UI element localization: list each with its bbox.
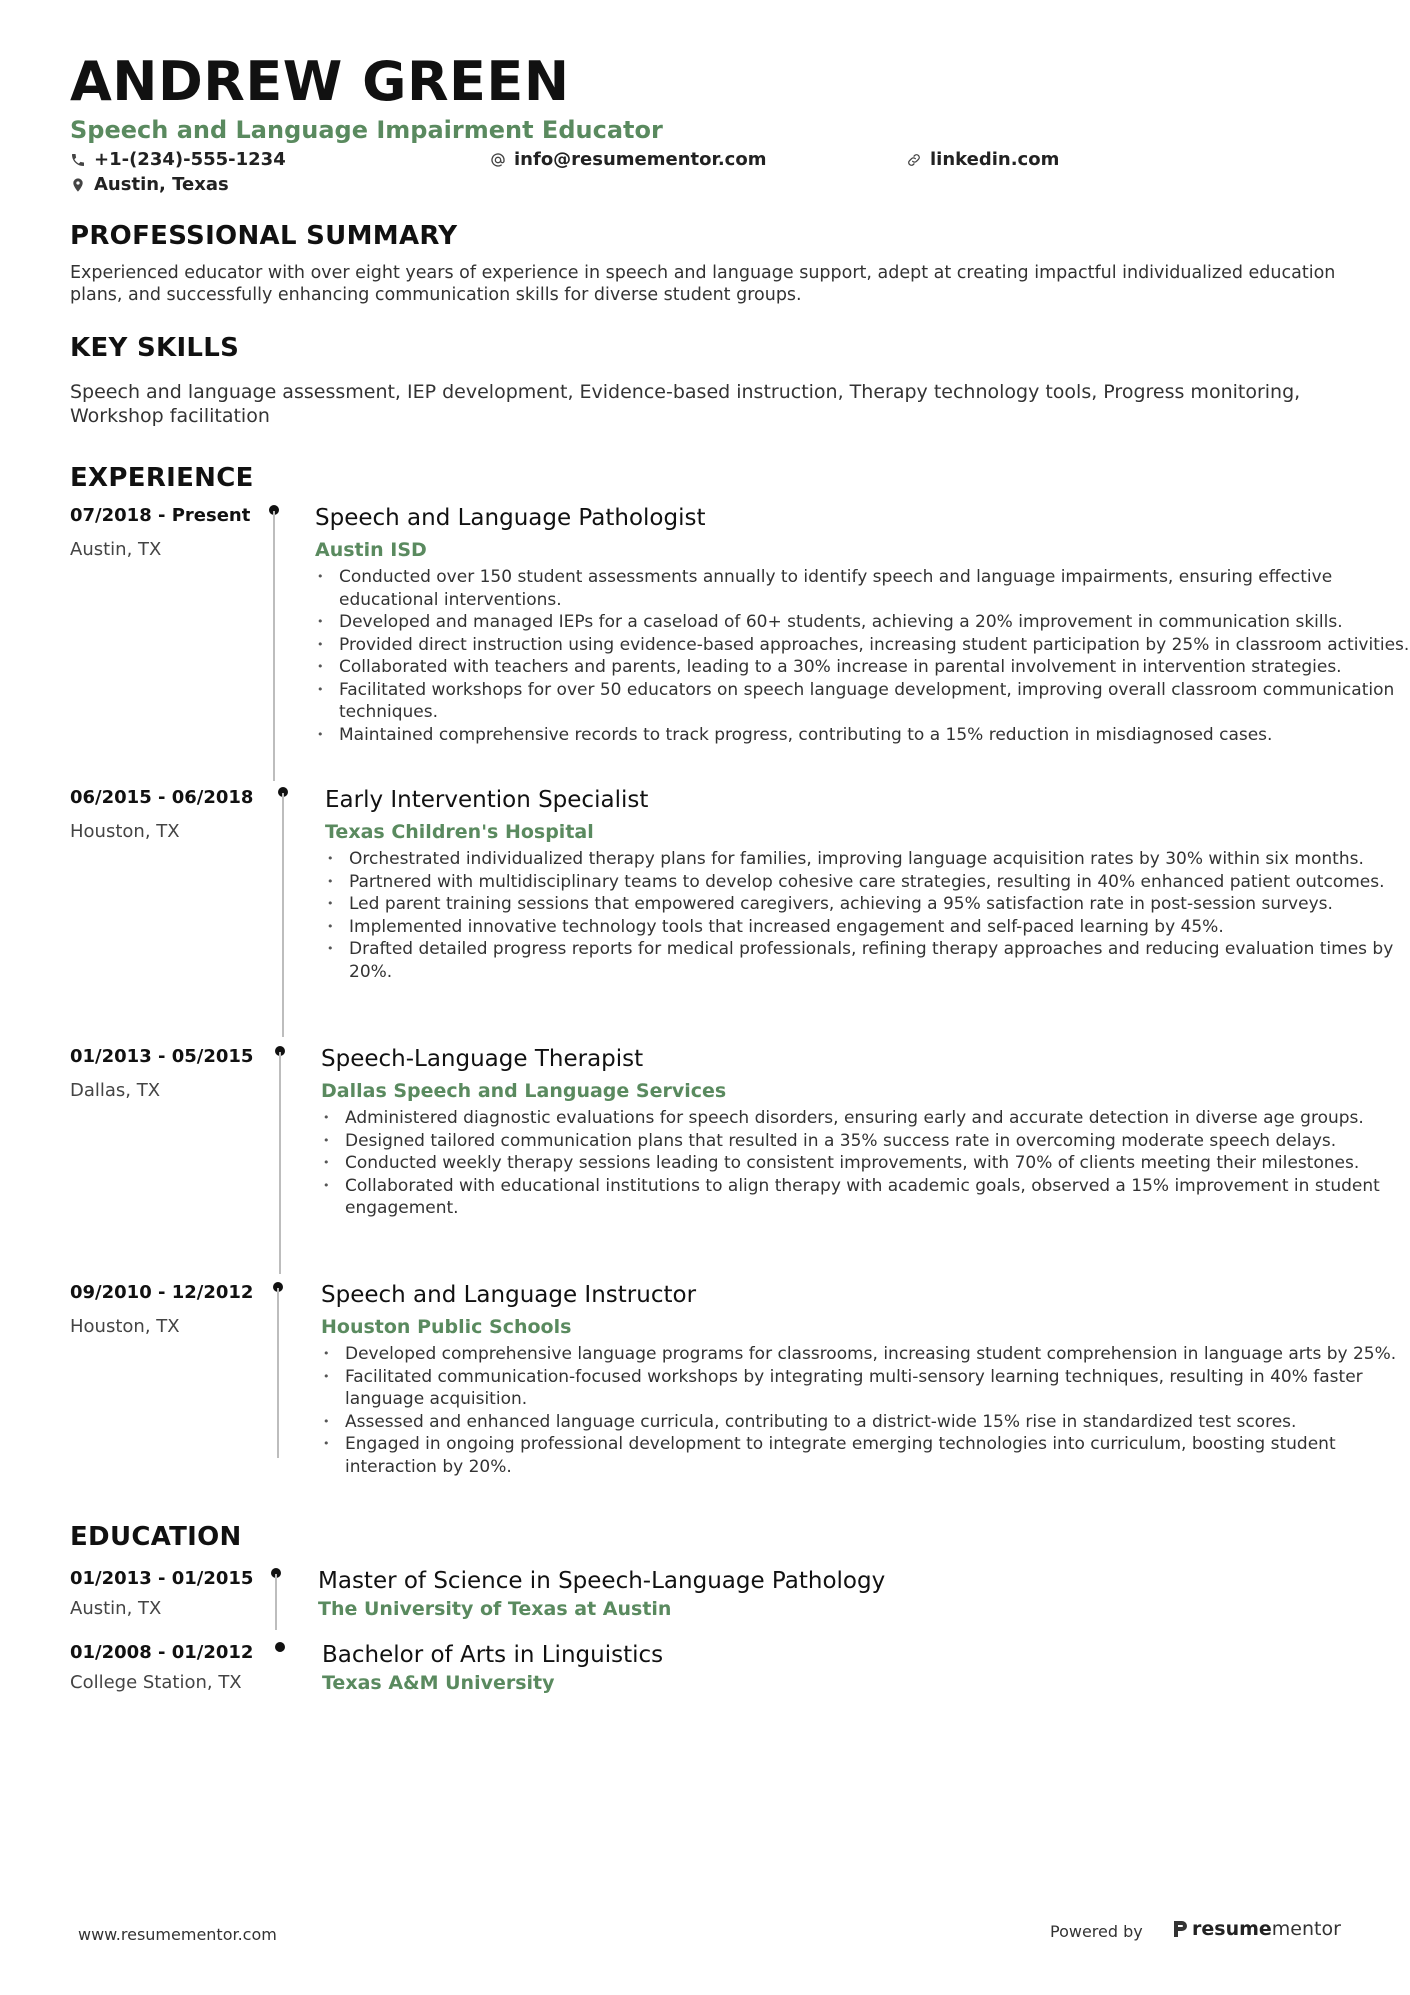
timeline-line <box>282 793 284 1037</box>
entry-dates: 01/2013 - 05/2015 <box>70 1046 254 1067</box>
entry-role: Speech and Language Instructor <box>321 1282 697 1308</box>
candidate-headline: Speech and Language Impairment Educator <box>70 116 663 144</box>
list-item: • Conducted over 150 student assessments annually to identify speech and language impairments, ensuring effective educational interventions. <box>315 566 1410 611</box>
list-item: • Facilitated communication-focused workshops by integrating multi-sensory learning techniques, resulting in 40% faster language acquisition. <box>321 1366 1410 1411</box>
contact-linkedin <box>906 149 1059 170</box>
skills-text: Speech and language assessment, IEP development, Evidence-based instruction, Therapy technology tools, Progress monitoring, Workshop facilitation <box>70 381 1301 427</box>
contact-email <box>490 149 766 170</box>
entry-location: Houston, TX <box>70 821 180 842</box>
entry-degree: Bachelor of Arts in Linguistics <box>322 1642 664 1668</box>
list-item: • Conducted weekly therapy sessions leading to consistent improvements, with 70% of clients meeting their milestones. <box>321 1152 1410 1175</box>
summary-text: Experienced educator with over eight years of experience in speech and language support, adept at creating impactful individualized education plans, and successfully enhancing communication skills for diverse student groups. <box>70 263 1336 305</box>
entry-org: Dallas Speech and Language Services <box>321 1080 727 1102</box>
phone-icon <box>70 152 86 168</box>
linkedin-text[interactable]: linkedin.com <box>930 149 1060 170</box>
entry-org: Houston Public Schools <box>321 1316 572 1338</box>
entry-location: Houston, TX <box>70 1316 180 1337</box>
brand-bold: resume <box>1192 1918 1272 1940</box>
summary-heading: PROFESSIONAL SUMMARY <box>70 221 458 251</box>
entry-school: Texas A&M University <box>322 1672 555 1694</box>
candidate-name: ANDREW GREEN <box>70 50 570 113</box>
entry-bullets <box>321 1343 1410 1478</box>
timeline-dot <box>275 1642 285 1652</box>
entry-dates: 01/2008 - 01/2012 <box>70 1642 254 1663</box>
footer-website[interactable]: www.resumementor.com <box>78 1925 277 1944</box>
list-item: • Administered diagnostic evaluations for speech disorders, ensuring early and accurate detection in diverse age groups. <box>321 1107 1410 1130</box>
entry-role: Speech-Language Therapist <box>321 1046 644 1072</box>
education-entry <box>70 1568 1360 1633</box>
list-item: • Assessed and enhanced language curricula, contributing to a district-wide 15% rise in standardized test scores. <box>321 1411 1410 1434</box>
entry-role: Speech and Language Pathologist <box>315 505 706 531</box>
list-item: • Facilitated workshops for over 50 educators on speech language development, improving overall classroom communication techniques. <box>315 679 1410 724</box>
experience-entry <box>70 1282 1397 1502</box>
entry-org: Austin ISD <box>315 539 427 561</box>
entry-bullets <box>325 848 1410 983</box>
footer-powered-by: Powered by <box>1050 1922 1143 1941</box>
entry-location: College Station, TX <box>70 1672 242 1693</box>
at-icon <box>490 152 506 168</box>
entry-location: Austin, TX <box>70 539 162 560</box>
list-item: • Orchestrated individualized therapy plans for families, improving language acquisition rates by 30% within six months. <box>325 848 1410 871</box>
phone-text[interactable]: +1-(234)-555-1234 <box>94 149 286 170</box>
timeline-line <box>275 1574 277 1630</box>
list-item: • Led parent training sessions that empowered caregivers, achieving a 95% satisfaction rate in post-session surveys. <box>325 893 1410 916</box>
location-pin-icon <box>70 177 86 193</box>
entry-dates: 09/2010 - 12/2012 <box>70 1282 254 1303</box>
email-text[interactable]: info@resumementor.com <box>514 149 767 170</box>
entry-bullets <box>321 1107 1410 1220</box>
footer-brand-logo[interactable] <box>1172 1918 1341 1940</box>
experience-entry <box>70 1046 1380 1271</box>
location-text: Austin, Texas <box>94 174 229 195</box>
list-item: • Implemented innovative technology tools that increased engagement and self-paced learning by 45%. <box>325 916 1410 939</box>
experience-heading: EXPERIENCE <box>70 463 254 493</box>
experience-entry <box>70 505 1410 780</box>
resumementor-logo-icon <box>1172 1919 1188 1939</box>
list-item: • Maintained comprehensive records to track progress, contributing to a 15% reduction in misdiagnosed cases. <box>315 724 1410 747</box>
education-heading: EDUCATION <box>70 1522 242 1552</box>
contact-phone <box>70 149 286 170</box>
entry-org: Texas Children's Hospital <box>325 821 594 843</box>
list-item: • Engaged in ongoing professional development to integrate emerging technologies into curriculum, boosting student interaction by 20%. <box>321 1433 1410 1478</box>
list-item: • Designed tailored communication plans that resulted in a 35% success rate in overcoming moderate speech delays. <box>321 1130 1410 1153</box>
entry-degree: Master of Science in Speech-Language Pathology <box>318 1568 886 1594</box>
contact-location <box>70 174 229 195</box>
list-item: • Provided direct instruction using evidence-based approaches, increasing student participation by 25% in classroom activities. <box>315 634 1410 657</box>
timeline-line <box>279 1052 281 1274</box>
brand-light: mentor <box>1271 1918 1341 1940</box>
entry-location: Dallas, TX <box>70 1080 161 1101</box>
timeline-line <box>277 1288 279 1458</box>
entry-dates: 06/2015 - 06/2018 <box>70 787 254 808</box>
link-icon <box>906 152 922 168</box>
experience-entry <box>70 787 1394 1037</box>
entry-bullets <box>315 566 1410 746</box>
list-item: • Collaborated with educational institutions to align therapy with academic goals, observed a 15% improvement in student engagement. <box>321 1175 1410 1220</box>
entry-school: The University of Texas at Austin <box>318 1598 672 1620</box>
list-item: • Collaborated with teachers and parents, leading to a 30% increase in parental involvement in intervention strategies. <box>315 656 1410 679</box>
education-entry <box>70 1642 1360 1702</box>
entry-location: Austin, TX <box>70 1598 162 1619</box>
list-item: • Developed and managed IEPs for a caseload of 60+ students, achieving a 20% improvement in communication skills. <box>315 611 1410 634</box>
list-item: • Developed comprehensive language programs for classrooms, increasing student comprehension in language arts by 25%. <box>321 1343 1410 1366</box>
skills-heading: KEY SKILLS <box>70 333 240 363</box>
timeline-line <box>273 511 275 781</box>
entry-role: Early Intervention Specialist <box>325 787 649 813</box>
list-item: • Drafted detailed progress reports for medical professionals, refining therapy approaches and reducing evaluation times by 20%. <box>325 938 1410 983</box>
entry-dates: 01/2013 - 01/2015 <box>70 1568 254 1589</box>
list-item: • Partnered with multidisciplinary teams to develop cohesive care strategies, resulting in 40% enhanced patient outcomes. <box>325 871 1410 894</box>
entry-dates: 07/2018 - Present <box>70 505 251 526</box>
